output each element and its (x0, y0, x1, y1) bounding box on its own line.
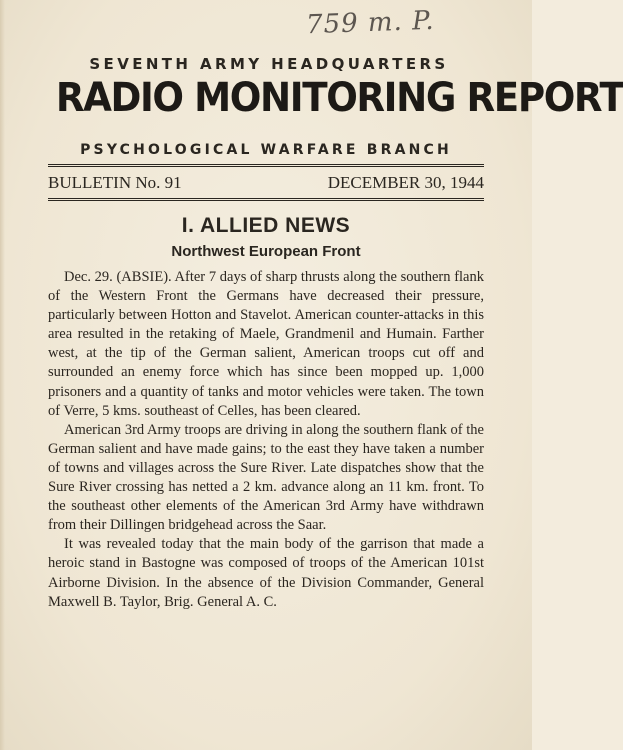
masthead-rule-top (48, 164, 484, 167)
bulletin-number: BULLETIN No. 91 (48, 173, 182, 192)
masthead-branch: PSYCHOLOGICAL WARFARE BRANCH (80, 142, 452, 158)
page-edge (0, 0, 5, 750)
section-subtitle: Northwest European Front (171, 243, 361, 260)
article-body (48, 268, 484, 612)
section-title: I. ALLIED NEWS (181, 214, 351, 237)
masthead-title: RADIO MONITORING REPORT (55, 75, 623, 121)
bulletin-date: DECEMBER 30, 1944 (327, 173, 484, 192)
handwritten-note: 759 m. P. (305, 5, 436, 41)
masthead-headquarters: SEVENTH ARMY HEADQUARTERS (89, 55, 449, 73)
paragraph: Dec. 29. (ABSIE). After 7 days of sharp thrusts along the southern flank of the Western Front the Germans have decreased their pressure, particularly between Hotton and Stavelot. American counter-attacks in this area resulted in the retaking of Maele, Grandmenil and Humain. Farther west, at the tip of the German salient, American troops cut off and surrounded an enemy force which has since been mopped up. 1,000 prisoners and a quantity of tanks and motor vehicles were taken. The town of Verre, 5 kms. southeast of Celles, has been cleared. (48, 269, 484, 419)
paragraph: It was revealed today that the main body of the garrison that made a heroic stand in Bastogne was composed of troops of the American 101st Airborne Division. In the absence of the Division Commander, General Maxwell B. Taylor, Brig. General A. C. (48, 536, 484, 610)
bulletin-line (48, 173, 484, 193)
masthead-rule-bottom (48, 198, 484, 201)
paragraph: American 3rd Army troops are driving in along the southern flank of the German salient and have made gains; to the east they have taken a number of towns and villages across the Sure River. Late dispatches show that the Sure River crossing has netted a 2 km. advance along an 11 km. front. To the southeast other elements of the American 3rd Army have withdrawn from their Dillingen bridgehead across the Saar. (48, 421, 484, 534)
